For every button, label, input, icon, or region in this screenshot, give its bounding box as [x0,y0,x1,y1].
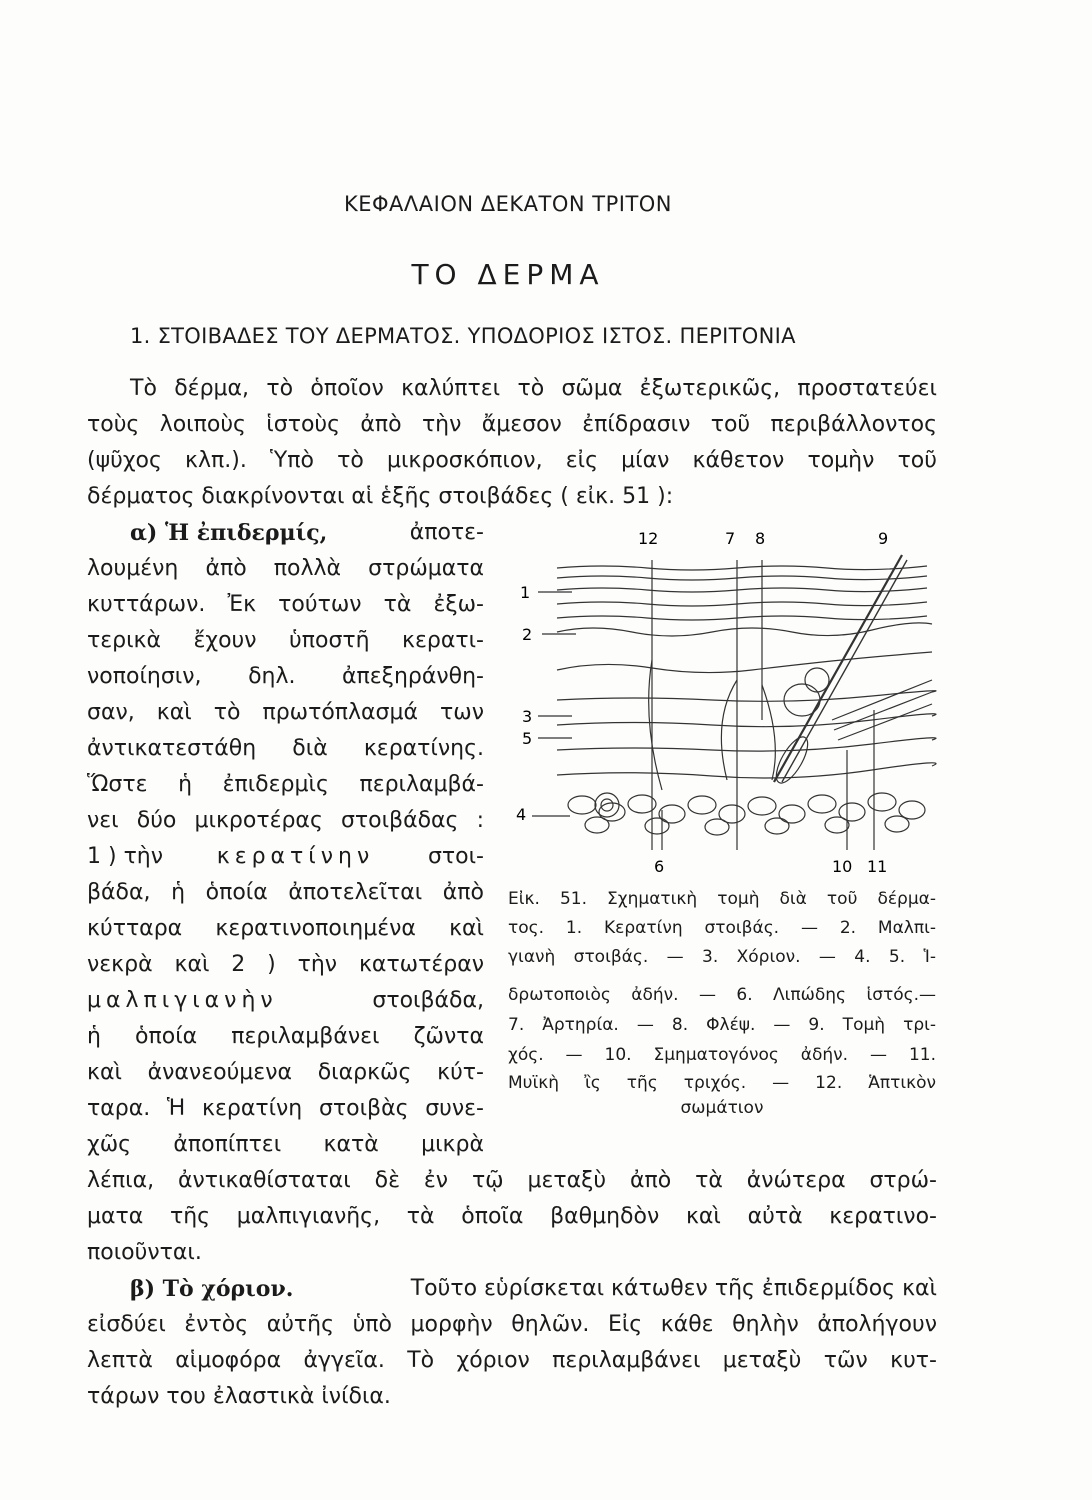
figure-caption-line: Εἰκ. 51. Σχηματικὴ τομὴ διὰ τοῦ δέρμα- [508,889,936,909]
fig-label-3: 3 [522,707,533,726]
term-keratin: κερατίνην [216,844,375,869]
para-a-line: ἡ ὁποία περιλαμβάνει ζῶντα [87,1024,484,1049]
figure-caption-line: γιανὴ στοιβάς. — 3. Χόριον. — 4. 5. Ἱ- [508,947,936,967]
para-a-heading: α) Ἡ ἐπιδερμίς, [130,520,328,546]
para-a-line: ποιοῦνται. [87,1240,202,1265]
fig-label-4: 4 [516,805,527,824]
para-a-line: κυττάρων. Ἐκ τούτων τὰ ἐξω- [87,592,484,617]
para-b-heading: β) Τὸ χόριον. [130,1276,294,1302]
para-b-first-line [130,1274,937,1304]
skin-section-figure [512,520,942,880]
fig-label-6: 6 [654,857,665,876]
para-a-line-9 [87,842,484,872]
para-b-line: εἰσδύει ἐντὸς αὐτῆς ὑπὸ μορφὴν θηλῶν. Εἰς κάθε θηλὴν ἀπολήγουν [87,1312,937,1337]
para-a-first-line [130,518,484,548]
intro-line-1: Τὸ δέρμα, τὸ ὁποῖον καλύπτει τὸ σῶμα ἐξωτερικῶς, προστατεύει [130,376,937,401]
para-a-line: νοποίησιν, δηλ. ἀπεξηράνθη- [87,664,484,689]
term-malpighian: μαλπιγιανὴν [87,988,278,1013]
intro-line-2: τοὺς λοιποὺς ἱστοὺς ἀπὸ τὴν ἄμεσον ἐπίδρασιν τοῦ περιβάλλοντος [87,412,937,437]
para-b-line: λεπτὰ αἱμοφόρα ἀγγεῖα. Τὸ χόριον περιλαμβάνει μεταξὺ τῶν κυτ- [87,1348,937,1373]
fig-label-11: 11 [867,857,888,876]
para-a-line: ματα τῆς μαλπιγιανῆς, τὰ ὁποῖα βαθμηδὸν καὶ αὐτὰ κερατινο- [87,1204,937,1229]
fig-label-8: 8 [755,529,766,548]
section-heading: 1. ΣΤΟΙΒΑΔΕΣ ΤΟΥ ΔΕΡΜΑΤΟΣ. ΥΠΟΔΟΡΙΟΣ ΙΣΤΟΣ. ΠΕΡΙΤΟΝΙΑ [130,324,796,348]
para-a-line: λέπια, ἀντικαθίσταται δὲ ἐν τῷ μεταξὺ ἀπὸ τὰ ἀνώτερα στρώ- [87,1168,937,1193]
para-a-line: ταρα. Ἡ κερατίνη στοιβὰς συνε- [87,1096,484,1121]
skin-diagram [512,520,942,880]
para-a-line: κύτταρα κερατινοποιημένα καὶ [87,916,484,941]
fig-label-7: 7 [725,529,736,548]
para-a-line: λουμένη ἀπὸ πολλὰ στρώματα [87,556,484,581]
para-a-line: βάδα, ἡ ὁποία ἀποτελεῖται ἀπὸ [87,880,484,905]
fig-label-9: 9 [878,529,889,548]
fig-label-5: 5 [522,729,533,748]
intro-line-3: (ψῦχος κλπ.). Ὑπὸ τὸ μικροσκόπιον, εἰς μίαν κάθετον τομὴν τοῦ [87,448,937,473]
figure-caption-line: σωμάτιον [680,1098,764,1118]
figure-caption-line: τος. 1. Κερατίνη στοιβάς. — 2. Μαλπι- [508,918,936,938]
para-a-line: Ὥστε ἡ ἐπιδερμὶς περιλαμβά- [87,772,484,797]
fig-label-1: 1 [520,583,531,602]
fig-label-12: 12 [638,529,659,548]
figure-caption-line: Μυϊκὴ ἲς τῆς τριχός. — 12. Ἁπτικὸν [508,1073,936,1093]
para-a-line9-pre: 1 ) τὴν [87,844,164,869]
para-a-line: τερικὰ ἔχουν ὑποστῆ κερατι- [87,628,484,653]
figure-caption-line: δρωτοποιὸς ἀδήν. — 6. Λιπώδης ἱστός.— [508,985,936,1005]
fig-label-2: 2 [522,625,533,644]
para-b-first-rest: Τοῦτο εὑρίσκεται κάτωθεν τῆς ἐπιδερμίδος καὶ [410,1276,937,1301]
para-a-line: νεκρὰ καὶ 2 ) τὴν κατωτέραν [87,952,484,977]
figure-caption-line: χός. — 10. Σμηματογόνος ἀδήν. — 11. [508,1045,936,1065]
para-a-line9-post: στοι- [427,844,484,869]
para-a-line: ἀντικατεστάθη διὰ κερατίνης. [87,736,484,761]
para-a-line: χῶς ἀποπίπτει κατὰ μικρὰ [87,1132,484,1157]
chapter-heading: ΚΕΦΑΛΑΙΟΝ ΔΕΚΑΤΟΝ ΤΡΙΤΟΝ [343,192,673,216]
para-a-line: σαν, καὶ τὸ πρωτόπλασμά των [87,700,484,725]
para-a-line-13 [87,986,484,1016]
figure-caption-line: 7. Ἀρτηρία. — 8. Φλέψ. — 9. Τομὴ τρι- [508,1015,936,1035]
para-b-line: τάρων του ἐλαστικὰ ἰνίδια. [87,1384,391,1409]
fig-label-10: 10 [832,857,853,876]
para-a-line: καὶ ἀνανεούμενα διαρκῶς κύτ- [87,1060,484,1085]
para-a-line: νει δύο μικροτέρας στοιβάδας : [87,808,484,833]
para-a-first-rest: ἀποτε- [409,520,484,545]
page-title: ΤΟ ΔΕΡΜΑ [411,258,605,291]
intro-line-4: δέρματος διακρίνονται αἱ ἑξῆς στοιβάδες ( εἰκ. 51 ): [87,484,674,509]
para-a-line13-post: στοιβάδα, [372,988,484,1013]
